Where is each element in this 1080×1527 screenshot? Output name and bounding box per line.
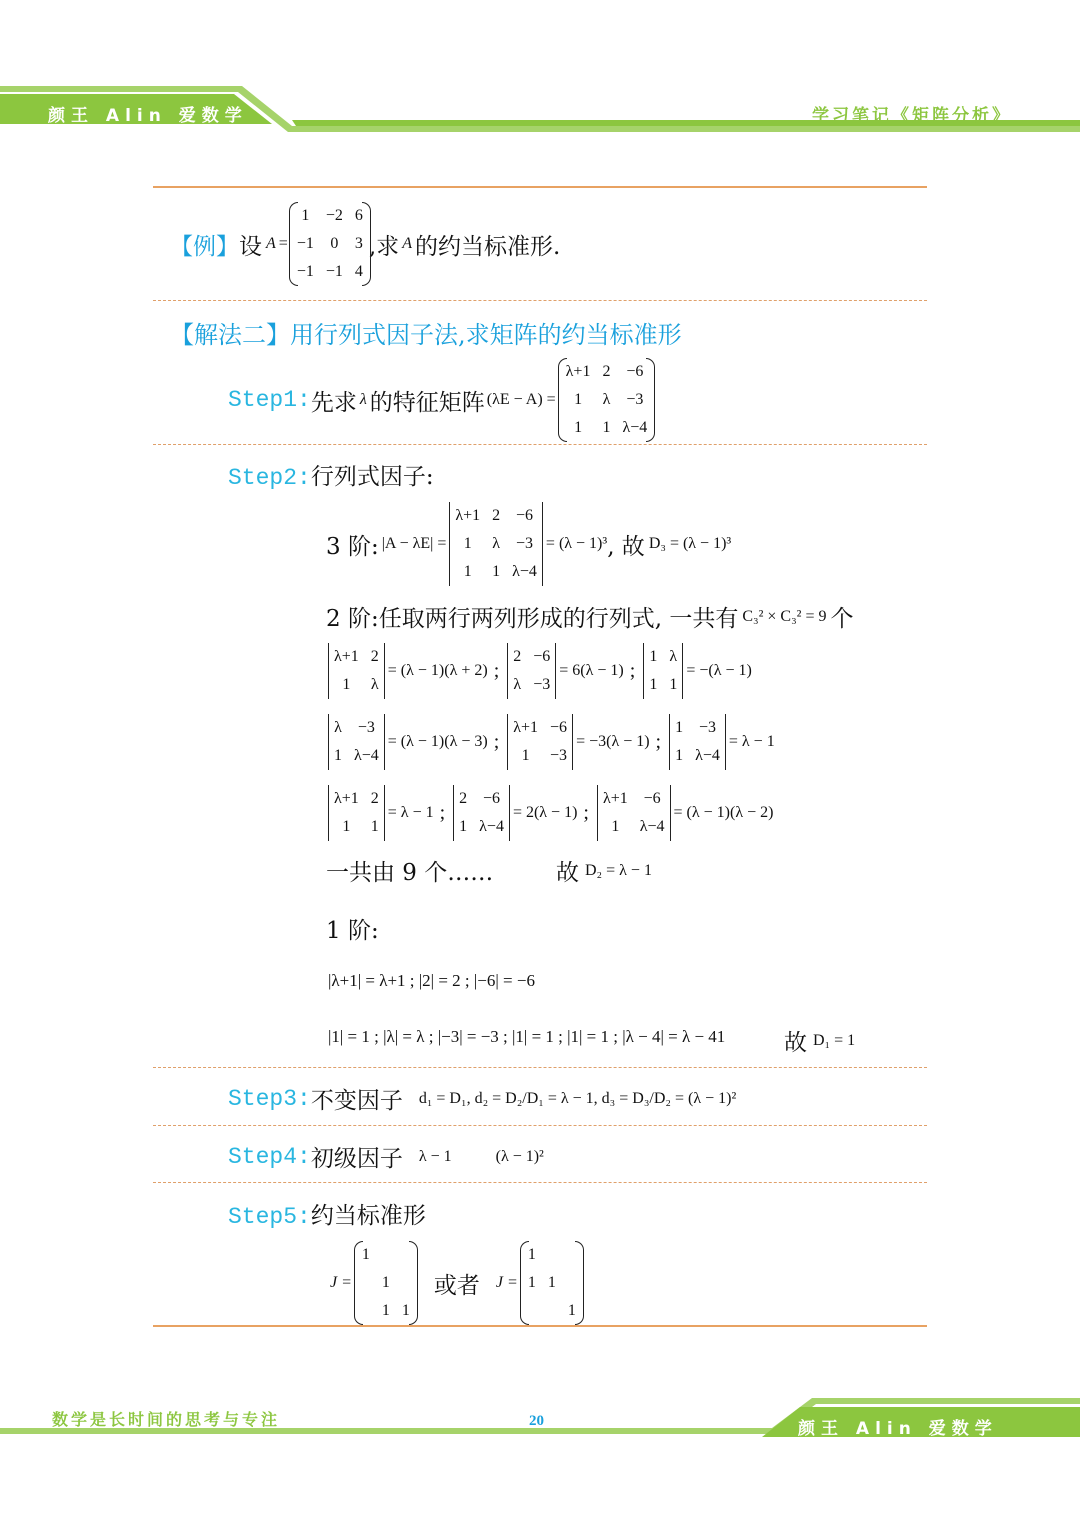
divider [153, 1182, 927, 1183]
jordan-matrix-2-cell: 1 [527, 1274, 536, 1291]
order2-unit: 个 [830, 606, 854, 632]
order3-det-cell: λ [492, 535, 501, 552]
minor-cell: 1 [669, 676, 678, 693]
order3-so: , 故 [607, 533, 645, 560]
minor-cell: λ [669, 648, 678, 665]
matrix-A-cell: −1 [296, 235, 314, 252]
order3-det-cell: 1 [463, 535, 472, 552]
char-matrix-cell: 1 [574, 391, 583, 408]
minor-cell: −3 [698, 719, 717, 736]
order3-det-cell: −6 [516, 507, 534, 524]
minor-cell: λ [513, 676, 522, 693]
method-title: 【解法二】用行列式因子法,求矩阵的约当标准形 [170, 321, 682, 349]
jordan-matrix-2-cell [542, 1241, 562, 1269]
minor-cell: 2 [459, 790, 468, 807]
minor-cell: −6 [483, 790, 501, 807]
order3-expr-right: = (λ − 1)³ [545, 535, 608, 552]
jordan-matrix-2 [522, 1241, 582, 1325]
char-matrix-cell: −6 [626, 363, 644, 380]
minor-result: = −(λ − 1) [686, 662, 752, 679]
order1-line2: |1| = 1 ; |λ| = λ ; |−3| = −3 ; |1| = 1 ; |1| = 1 ; |λ − 4| = λ − 41 [328, 1027, 726, 1046]
J1-label: J = [330, 1274, 352, 1291]
minor-cell: 1 [370, 818, 379, 835]
step1-lambda: λ [359, 391, 367, 408]
order1-label: 1 阶: [326, 918, 379, 944]
footer-right-title: 颜王 Alin 爱数学 [798, 1419, 998, 1439]
divider [153, 444, 927, 445]
minor-cell: 1 [342, 676, 351, 693]
or-text: 或者 [433, 1272, 480, 1299]
minor-cell: 1 [649, 648, 658, 665]
jordan-matrix-1-cell [376, 1241, 396, 1269]
order2-heading [326, 600, 853, 633]
minor-cell: −6 [533, 648, 551, 665]
order2-text: 任取两行两列形成的行列式, 一共有 [378, 606, 739, 632]
minor-cell: λ−4 [695, 747, 720, 764]
minor-cell: λ−4 [639, 818, 665, 835]
example-var: A [266, 235, 276, 252]
char-matrix-cell: λ+1 [565, 363, 591, 380]
divider [153, 1125, 927, 1126]
minor-cell: −6 [643, 790, 661, 807]
minor-separator: ; [655, 730, 662, 753]
minor-det [453, 785, 510, 841]
step2-label: Step2: [228, 465, 311, 491]
minor-result: = (λ − 1)(λ + 2) [387, 662, 488, 679]
minor-separator: ; [583, 801, 589, 824]
minor-row [328, 785, 779, 841]
order3-result: D₃ = (λ − 1)³ [648, 535, 732, 552]
char-matrix [560, 358, 654, 442]
minor-result: = (λ − 1)(λ − 3) [387, 733, 488, 750]
footer-slogan: 数学是长时间的思考与专注 [52, 1410, 281, 1429]
step5-label: Step5: [228, 1204, 311, 1230]
minor-cell: λ−4 [479, 818, 504, 835]
char-matrix-cell: λ [602, 391, 611, 408]
minor-result: = 2(λ − 1) [512, 804, 578, 821]
minor-det [643, 643, 683, 699]
minor-cell: λ+1 [334, 790, 359, 807]
jordan-matrix-2-cell: 1 [567, 1302, 576, 1319]
jordan-matrix-1-cell: 1 [381, 1274, 390, 1291]
order3-det-cell: −3 [516, 535, 534, 552]
minor-cell: 1 [342, 818, 351, 835]
minor-result: = −3(λ − 1) [576, 733, 650, 750]
step3 [228, 1082, 736, 1115]
J2-label: J = [495, 1274, 518, 1291]
step1-label: Step1: [228, 387, 311, 413]
order3-det-cell: λ−4 [512, 563, 537, 580]
minor-cell: 1 [675, 747, 684, 764]
order2-label: 2 阶: [326, 606, 379, 632]
step2-heading [228, 458, 434, 491]
step5-text: 约当标准形 [310, 1203, 426, 1229]
minor-row [328, 714, 779, 770]
minor-cell: 2 [513, 648, 522, 665]
minor-separator: ; [493, 659, 500, 682]
order1-so: 故 [784, 1030, 807, 1056]
minor-result: = (λ − 1)(λ − 2) [673, 804, 774, 821]
minor-cell: −3 [550, 747, 568, 764]
matrix-A-cell: −2 [325, 207, 343, 224]
minor-separator: ; [439, 801, 446, 824]
bottom-rule [153, 1325, 927, 1327]
minor-cell: λ−4 [354, 747, 379, 764]
minor-cell: −3 [357, 719, 375, 736]
minor-det [507, 643, 556, 699]
order3-det [449, 502, 543, 586]
minor-cell: 1 [459, 818, 468, 835]
minor-cell: 1 [334, 747, 342, 764]
step1 [228, 360, 653, 440]
minor-cell: 1 [675, 719, 684, 736]
step3-label: Step3: [228, 1085, 311, 1112]
order3-line [326, 505, 731, 583]
order1-result-text: D₁ = 1 [813, 1031, 856, 1049]
minor-cell: λ+1 [602, 790, 628, 807]
jordan-matrix-2-cell [542, 1297, 562, 1325]
matrix-A-cell: 4 [354, 263, 363, 280]
minor-det [669, 714, 726, 770]
jordan-matrix-1-cell: 1 [361, 1246, 370, 1263]
example-eq: = [278, 235, 288, 252]
minor-cell: 2 [370, 648, 379, 665]
minor-separator: ; [493, 730, 500, 753]
char-matrix-cell: 2 [602, 363, 611, 380]
minor-cell: −3 [533, 676, 551, 693]
top-rule [153, 186, 927, 188]
order3-det-cell: 1 [463, 563, 472, 580]
header-right-title: 学习笔记《矩阵分析》 [812, 106, 1012, 126]
matrix-A-cell: 1 [301, 207, 310, 224]
order1-result [784, 1024, 855, 1057]
jordan-matrix-1-cell: 1 [381, 1302, 390, 1319]
matrix-A-cell: 6 [354, 207, 363, 224]
minor-det [597, 785, 671, 841]
matrix-A [291, 202, 369, 286]
example-suffix2: 的约当标准形. [414, 233, 561, 260]
minor-cell: 2 [370, 790, 379, 807]
step4-text: 初级因子 [310, 1146, 403, 1172]
matrix-A-cell: −1 [296, 263, 314, 280]
minor-det [507, 714, 573, 770]
order2-minors [328, 643, 779, 856]
example-statement [170, 203, 560, 285]
char-matrix-cell: 1 [602, 419, 611, 436]
order2-count: C₃² × C₃² = 9 [742, 607, 827, 625]
jordan-matrix-2-cell: 1 [547, 1274, 556, 1291]
minor-cell: −6 [550, 719, 568, 736]
example-suffix: ,求 [368, 233, 400, 260]
order1-line1: |λ+1| = λ+1 ; |2| = 2 ; |−6| = −6 [328, 971, 535, 990]
minor-det [328, 785, 385, 841]
order2-result-text: D₂ = λ − 1 [585, 861, 652, 879]
step3-expr: d₁ = D₁, d₂ = D₂/D₁ = λ − 1, d₃ = D₃/D₂ = (λ − 1)² [418, 1089, 737, 1107]
order2-total [326, 854, 493, 887]
example-suffix-var: A [402, 235, 412, 252]
step2-text: 行列式因子: [310, 464, 434, 490]
step1-expr: (λE − A) = [486, 391, 556, 408]
example-tag: 【例】 [170, 233, 239, 260]
minor-result: = 6(λ − 1) [559, 662, 624, 679]
matrix-A-cell: 3 [354, 235, 363, 252]
minor-cell: λ [370, 676, 379, 693]
order3-det-cell: λ+1 [455, 507, 481, 524]
minor-det [328, 714, 385, 770]
step4 [228, 1140, 544, 1173]
char-matrix-cell: 1 [574, 419, 583, 436]
jordan-matrix-2-cell: 1 [527, 1246, 536, 1263]
jordan-forms [330, 1243, 582, 1323]
minor-cell: 1 [649, 676, 658, 693]
order3-label: 3 阶: [326, 533, 379, 560]
jordan-matrix-1 [356, 1241, 416, 1325]
step5-heading [228, 1197, 426, 1230]
char-matrix-cell: λ−4 [622, 419, 648, 436]
divider [153, 1067, 927, 1068]
matrix-A-cell: −1 [325, 263, 343, 280]
char-matrix-cell: −3 [626, 391, 644, 408]
minor-separator: ; [629, 659, 636, 682]
example-prefix: 设 [239, 233, 262, 260]
minor-cell: λ+1 [513, 719, 539, 736]
step4-label: Step4: [228, 1143, 311, 1170]
step4-factor1: λ − 1 [418, 1147, 452, 1165]
order3-det-cell: 1 [492, 563, 501, 580]
order3-det-cell: 2 [492, 507, 501, 524]
order2-result [556, 854, 652, 887]
jordan-matrix-1-cell: 1 [401, 1302, 410, 1319]
minor-result: = λ − 1 [728, 733, 775, 750]
order3-expr-left: |A − λE| = [381, 535, 447, 552]
step4-factor2: (λ − 1)² [495, 1147, 544, 1165]
minor-row [328, 643, 779, 699]
header-left-title: 颜王 Alin 爱数学 [48, 106, 248, 126]
minor-result: = λ − 1 [387, 804, 434, 821]
step1-text: 先求 [310, 389, 357, 416]
minor-cell: λ [334, 719, 342, 736]
order2-total-text: 一共由 9 个…… [326, 860, 494, 886]
page-number: 20 [529, 1413, 544, 1429]
matrix-A-cell: 0 [330, 235, 339, 252]
order2-so: 故 [556, 860, 579, 886]
minor-cell: 1 [611, 818, 620, 835]
step1-text2: 的特征矩阵 [369, 389, 485, 416]
step3-text: 不变因子 [310, 1088, 403, 1114]
divider [153, 300, 927, 301]
minor-cell: 1 [521, 747, 530, 764]
minor-cell: λ+1 [334, 648, 359, 665]
minor-det [328, 643, 385, 699]
